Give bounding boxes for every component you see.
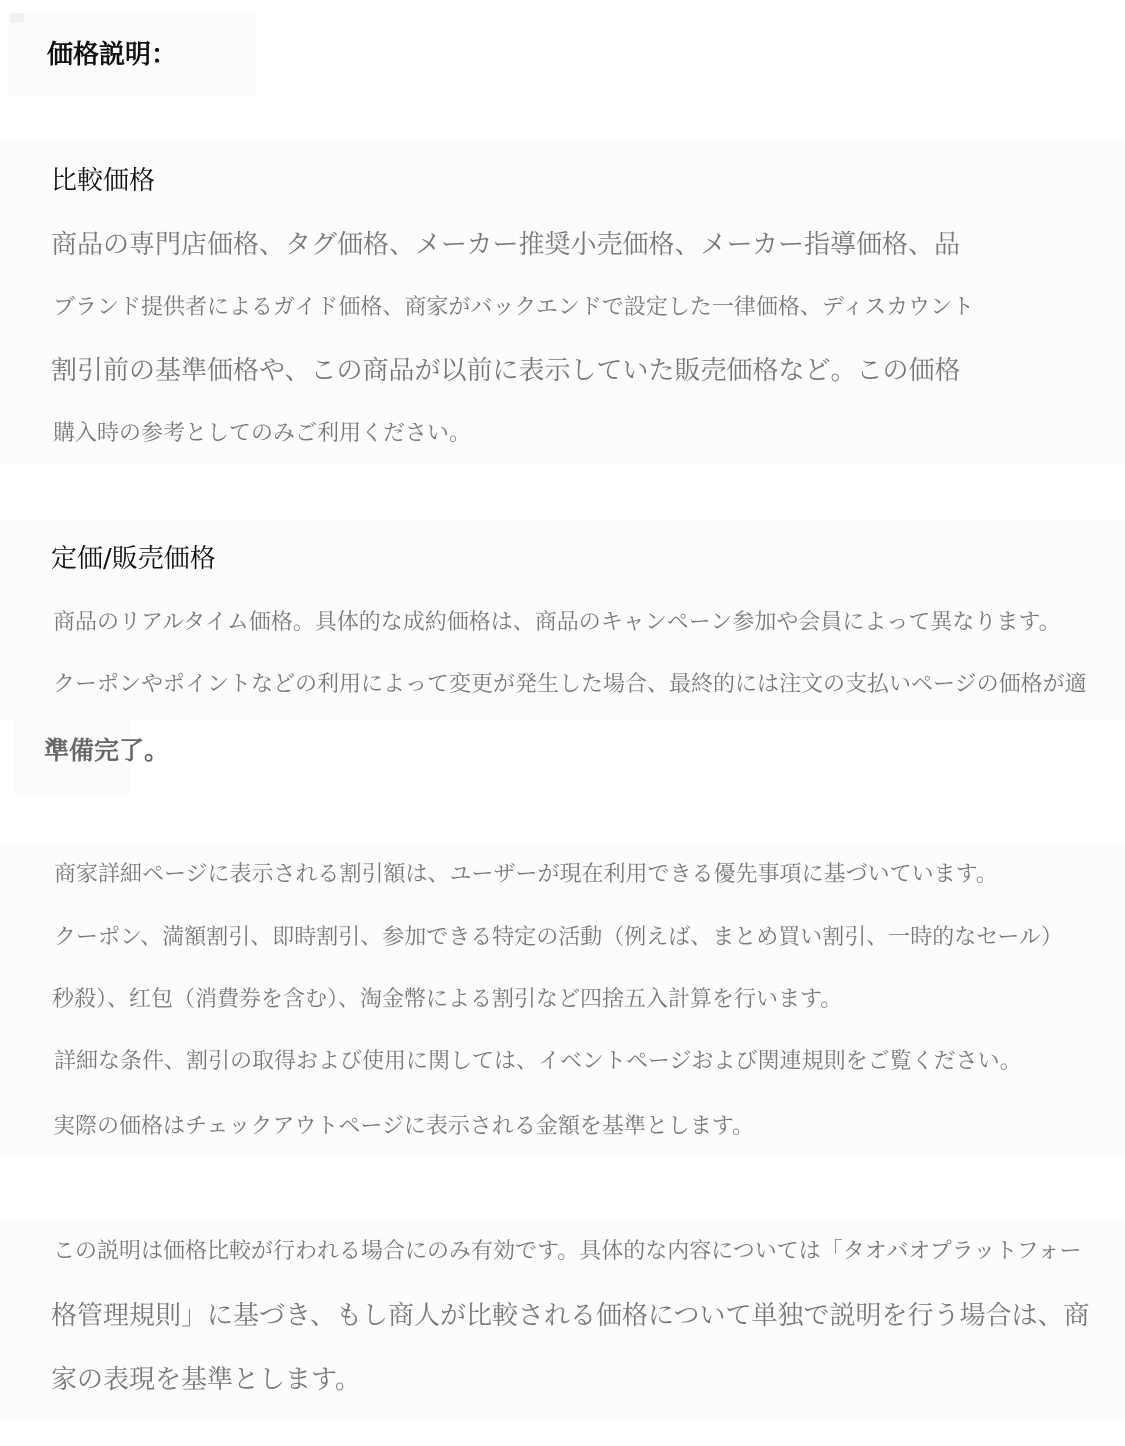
section3-line: 詳細な条件、割引の取得および使用に関しては、イベントページおよび関連規則をご覧ください。 <box>54 1049 1022 1074</box>
section4-line: この説明は価格比較が行われる場合にのみ有効です。具体的な内容については「タオバオプラットフォー <box>53 1239 1082 1264</box>
section-heading-list-price: 定価/販売価格 <box>51 544 216 574</box>
section4-line: 家の表現を基準とします。 <box>51 1365 361 1395</box>
section2-line: 商品のリアルタイム価格。具体的な成約価格は、商品のキャンペーン参加や会員によって異なります。 <box>53 610 1061 635</box>
section1-line: 割引前の基準価格や、この商品が以前に表示していた販売価格など。この価格 <box>51 356 961 386</box>
section-heading-comparison-price: 比較価格 <box>51 166 156 196</box>
section1-line: ブランド提供者によるガイド価格、商家がバックエンドで設定した一律価格、ディスカウント <box>53 295 975 320</box>
page-title: 価格説明： <box>47 40 178 70</box>
corner-mark <box>10 13 24 23</box>
ready-text: 準備完了。 <box>44 736 170 765</box>
section3-line: 実際の価格はチェックアウトページに表示される金額を基準とします。 <box>53 1114 755 1139</box>
section3-line: 商家詳細ページに表示される割引額は、ユーザーが現在利用できる優先事項に基づいています。 <box>54 862 998 887</box>
section1-line: 商品の専門店価格、タグ価格、メーカー推奨小売価格、メーカー指導価格、品 <box>51 230 960 260</box>
section4-line: 格管理規則」に基づき、もし商人が比較される価格について単独で説明を行う場合は、商 <box>51 1301 1090 1331</box>
section2-line: クーポンやポイントなどの利用によって変更が発生した場合、最終的には注文の支払いページの価格が適 <box>53 672 1087 697</box>
section3-line: 秒殺）、红包（消費券を含む）、淘金幣による割引など四捨五入計算を行います。 <box>52 987 843 1012</box>
section1-line: 購入時の参考としてのみご利用ください。 <box>53 421 472 446</box>
section3-line: クーポン、満額割引、即時割引、参加できる特定の活動（例えば、まとめ買い割引、一時的なセール） <box>54 925 1063 950</box>
